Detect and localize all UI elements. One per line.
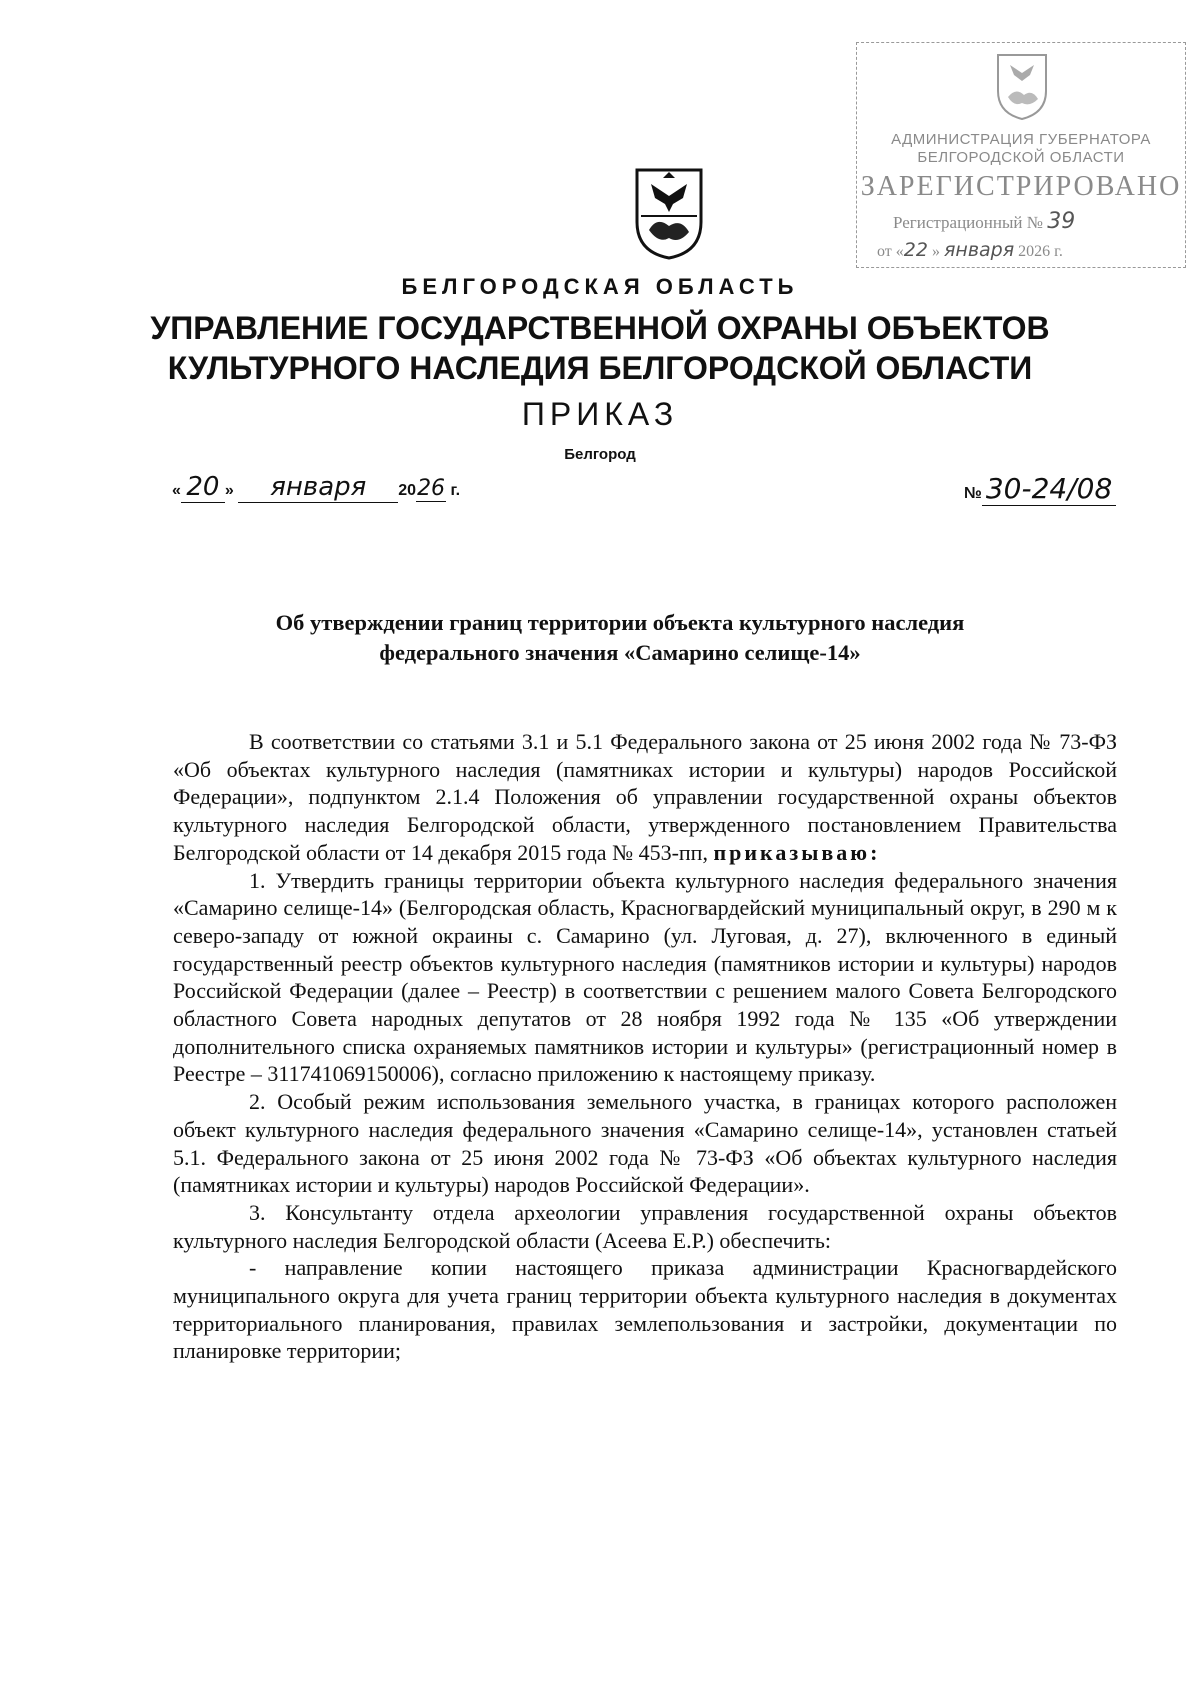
date-month: января	[238, 472, 398, 503]
stamp-date-month: января	[943, 239, 1015, 261]
date-year-mark: г.	[450, 482, 461, 499]
title-line1: Об утверждении границ территории объекта культурного наследия	[275, 610, 965, 635]
date-year-suffix: 26	[417, 476, 446, 501]
date-open-quote: «	[172, 482, 181, 499]
stamp-registered: ЗАРЕГИСТРИРОВАНО	[860, 171, 1182, 202]
item-3-subitem-1: - направление копии настоящего приказа администрации Красногвардейского муниципального округа для учета границ территории объекта культурного наследия в документах территориального планирования, правилах землепользования и застройки, документации по планировке территории;	[173, 1255, 1117, 1364]
stamp-org-line1: АДМИНИСТРАЦИЯ ГУБЕРНАТОРА	[891, 131, 1151, 148]
document-type: ПРИКАЗ	[521, 396, 679, 432]
city-label: Белгород	[564, 446, 636, 463]
title-line2: федерального значения «Самарино селище-14»	[379, 640, 861, 665]
item-3: 3. Консультанту отдела археологии управления государственной охраны объектов культурного наследия Белгородской области (Асеева Е.Р.) обеспечить:	[173, 1199, 1117, 1253]
stamp-org-line2: БЕЛГОРОДСКОЙ ОБЛАСТИ	[917, 149, 1125, 166]
stamp-date-suffix: г.	[1054, 243, 1063, 260]
item-1: 1. Утвердить границы территории объекта культурного наследия федерального значения «Самарино селище-14» (Белгородская область, Красногвардейский муниципальный округ, в 290 м к северо-западу от южной окраины с. Самарино (ул. Луговая, д. 27), включенного в единый государственный реестр объектов культурного наследия (памятников истории и культуры) народов Российской Федерации (далее – Реестр) в соответствии с решением малого Совета Белгородского областного Совета народных депутатов от 28 ноября 1992 года № 135 «Об утверждении дополнительного списка охраняемых памятников истории и культуры» (регистрационный номер в Реестре – 311741069150006), согласно приложению к настоящему приказу.	[173, 867, 1117, 1087]
belgorod-coat-of-arms-icon	[633, 166, 705, 262]
order-date	[172, 472, 460, 503]
stamp-date-mid: »	[931, 243, 940, 260]
item-2: 2. Особый режим использования земельного участка, в границах которого расположен объект культурного наследия федерального значения «Самарино селище-14», установлен статьей 5.1. Федерального закона от 25 июня 2002 года № 73-ФЗ «Об объектах культурного наследия (памятниках истории и культуры) народов Российской Федерации».	[173, 1089, 1117, 1198]
stamp-date	[877, 239, 1063, 261]
stamp-date-year: 2026	[1018, 243, 1051, 260]
stamp-date-prefix: от «	[877, 243, 904, 260]
number-value: 30-24/08	[982, 472, 1116, 506]
registration-stamp	[856, 42, 1186, 268]
stamp-number-label: Регистрационный №	[893, 213, 1043, 232]
preamble-paragraph	[173, 728, 1117, 867]
number-label: №	[964, 485, 982, 502]
stamp-number-value: 39	[1047, 209, 1076, 234]
document-body	[173, 728, 1117, 1365]
document-title	[160, 608, 1080, 668]
order-number	[964, 472, 1116, 506]
date-year-prefix: 20	[398, 482, 417, 499]
agency-name-line2: КУЛЬТУРНОГО НАСЛЕДИЯ БЕЛГОРОДСКОЙ ОБЛАСТИ	[167, 350, 1033, 386]
preamble-text: В соответствии со статьями 3.1 и 5.1 Федерального закона от 25 июня 2002 года № 73-ФЗ «Об объектах культурного наследия (памятниках истории и культуры) народов Российской Федерации», подпунктом 2.1.4 Положения об управлении государственной охраны объектов культурного наследия Белгородской области, утвержденного постановлением Правительства Белгородской области от 14 декабря 2015 года № 453-пп,	[173, 729, 1117, 865]
coat-of-arms-icon	[994, 51, 1050, 121]
date-close-quote: »	[224, 482, 234, 499]
stamp-date-day: 22	[903, 239, 928, 261]
stamp-number	[893, 209, 1075, 234]
agency-name-line1: УПРАВЛЕНИЕ ГОСУДАРСТВЕННОЙ ОХРАНЫ ОБЪЕКТОВ	[150, 310, 1050, 346]
order-word: приказываю:	[713, 839, 881, 865]
date-day: 20	[181, 472, 225, 503]
region-heading: БЕЛГОРОДСКАЯ ОБЛАСТЬ	[401, 274, 799, 299]
